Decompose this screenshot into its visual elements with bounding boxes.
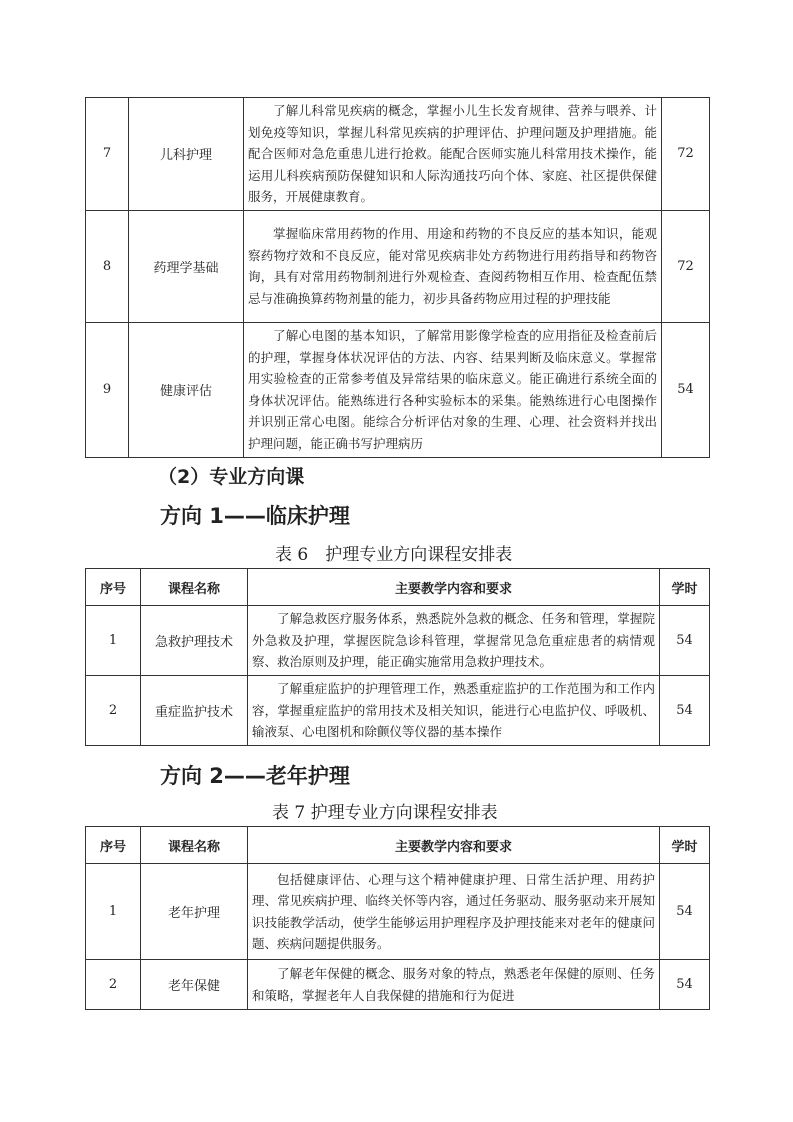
header-course-name: 课程名称 — [141, 827, 248, 864]
course-content-text: 了解重症监护的护理管理工作，熟悉重症监护的工作范围为和工作内容，掌握重症监护的常用技术及相关知识，能进行心电监护仪、呼吸机、输液泵、心电图机和除颤仪等仪器的基本操作 — [252, 681, 655, 740]
course-hours: 72 — [662, 98, 710, 211]
course-name: 重症监护技术 — [141, 676, 248, 746]
row-number: 7 — [86, 98, 129, 211]
course-content — [244, 322, 662, 457]
row-number: 8 — [86, 210, 129, 322]
table-header-row — [86, 827, 710, 864]
course-hours: 54 — [660, 606, 710, 676]
course-hours: 72 — [662, 210, 710, 322]
course-content-text: 了解老年保健的概念、服务对象的特点，熟悉老年保健的原则、任务和策略，掌握老年人自我保健的措施和行为促进 — [252, 966, 655, 1003]
course-name: 急救护理技术 — [141, 606, 248, 676]
row-number: 1 — [86, 864, 141, 960]
course-name: 儿科护理 — [129, 98, 244, 211]
table-row — [86, 322, 710, 457]
table-row — [86, 606, 710, 676]
table-row — [86, 210, 710, 322]
row-number: 2 — [86, 676, 141, 746]
header-content: 主要教学内容和要求 — [248, 569, 660, 606]
course-hours: 54 — [660, 960, 710, 1010]
table-6-caption: 表 6 护理专业方向课程安排表 — [275, 545, 513, 565]
table-row — [86, 960, 710, 1010]
header-course-name: 课程名称 — [141, 569, 248, 606]
table-row — [86, 676, 710, 746]
direction-1-heading: 方向 1——临床护理 — [160, 504, 350, 528]
course-content-text: 了解心电图的基本知识，了解常用影像学检查的应用指征及检查前后的护理，掌握身体状况评估的方法、内容、结果判断及临床意义。掌握常用实验检查的正常参考值及异常结果的临床意义。能正确进行系统全面的身体状况评估。能熟练进行各种实验标本的采集。能熟练进行心电图操作并识别正常心电图。能综合分析评估对象的生理、心理、社会资料并找出护理问题，能正确书写护理病历 — [248, 328, 657, 451]
table-row — [86, 864, 710, 960]
course-content — [248, 606, 660, 676]
header-number: 序号 — [86, 569, 141, 606]
course-name: 药理学基础 — [129, 210, 244, 322]
course-content — [248, 960, 660, 1010]
course-hours: 54 — [660, 676, 710, 746]
course-content — [244, 210, 662, 322]
course-content-text: 了解儿科常见疾病的概念，掌握小儿生长发育规律、营养与喂养、计划免疫等知识，掌握儿科常见疾病的护理评估、护理问题及护理措施。能配合医师对急危重患儿进行抢救。能配合医师实施儿科常用技术操作，能运用儿科疾病预防保健知识和人际沟通技巧向个体、家庭、社区提供保健服务，开展健康教育。 — [248, 103, 657, 204]
row-number: 2 — [86, 960, 141, 1010]
header-number: 序号 — [86, 827, 141, 864]
header-content: 主要教学内容和要求 — [248, 827, 660, 864]
course-hours: 54 — [660, 864, 710, 960]
course-hours: 54 — [662, 322, 710, 457]
direction-2-heading: 方向 2——老年护理 — [160, 764, 350, 788]
course-name: 老年护理 — [141, 864, 248, 960]
course-name: 健康评估 — [129, 322, 244, 457]
course-name: 老年保健 — [141, 960, 248, 1010]
course-content-text: 包括健康评估、心理与这个精神健康护理、日常生活护理、用药护理、常见疾病护理、临终关怀等内容，通过任务驱动、服务驱动来开展知识技能教学活动，使学生能够运用护理程序及护理技能来对老年的健康问题、疾病问题提供服务。 — [252, 871, 655, 951]
course-content — [244, 98, 662, 211]
header-hours: 学时 — [660, 827, 710, 864]
course-content — [248, 676, 660, 746]
row-number: 1 — [86, 606, 141, 676]
course-content-text: 了解急救医疗服务体系，熟悉院外急救的概念、任务和管理，掌握院外急救及护理，掌握医院急诊科管理，掌握常见急危重症患者的病情观察、救治原则及护理，能正确实施常用急救护理技术。 — [252, 611, 655, 670]
course-content-text: 掌握临床常用药物的作用、用途和药物的不良反应的基本知识，能观察药物疗效和不良反应，能对常见疾病非处方药物进行用药指导和药物咨询，具有对常用药物制剂进行外观检查、查阅药物相互作用、检查配伍禁忌与准确换算药物剂量的能力，初步具备药物应用过程的护理技能 — [248, 226, 657, 306]
table-header-row — [86, 569, 710, 606]
course-table-6 — [85, 568, 710, 746]
table-row — [86, 98, 710, 211]
table-7-caption: 表 7 护理专业方向课程安排表 — [272, 803, 498, 823]
header-hours: 学时 — [660, 569, 710, 606]
course-content — [248, 864, 660, 960]
course-table-continued — [85, 97, 710, 458]
section-heading: （2）专业方向课 — [158, 466, 305, 488]
row-number: 9 — [86, 322, 129, 457]
course-table-7 — [85, 826, 710, 1010]
